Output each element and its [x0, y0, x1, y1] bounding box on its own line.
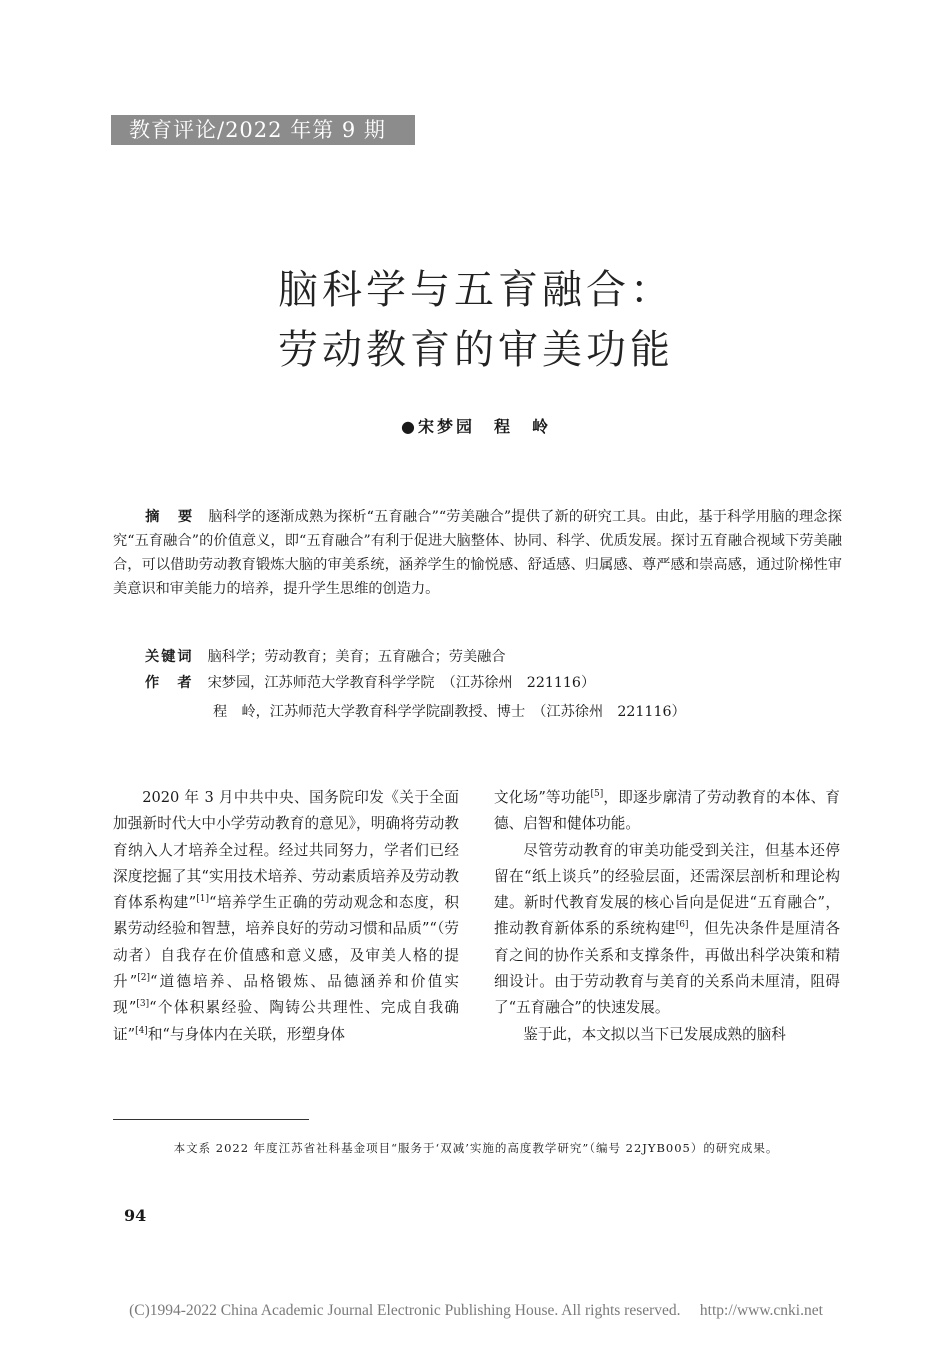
author-info-line2: 程 岭，江苏师范大学教育科学学院副教授、博士 （江苏徐州 221116）: [213, 704, 686, 720]
author-info-text1: 宋梦园，江苏师范大学教育科学学院 （江苏徐州 221116）: [207, 675, 596, 691]
citation-ref: [6]: [675, 920, 689, 931]
body-column-left: [113, 785, 459, 1048]
body-paragraph: 尽管劳动教育的审美功能受到关注，但基本还停留在“纸上谈兵”的经验层面，还需深层剖析和理论构建。新时代教育发展的核心旨向是促进“五育融合”，推动教育新体系的系统构建[6]，但先决条件是厘清各育之间的协作关系和支撑条件，再做出科学决策和精细设计。由于劳动教育与美育的关系尚未厘清，阻碍了“五育融合”的快速发展。: [494, 841, 840, 1017]
body-paragraph: 鉴于此，本文拟以当下已发展成熟的脑科: [523, 1025, 786, 1043]
keywords-text: 脑科学；劳动教育；美育；五育融合；劳美融合: [207, 649, 506, 665]
footnote: 本文系 2022 年度江苏省社科基金项目“服务于‘双减’实施的高度教学研究”（编号 22JYB005）的研究成果。: [173, 1141, 779, 1155]
footnote-divider: [113, 1119, 309, 1120]
citation-ref: [4]: [135, 1025, 148, 1036]
citation-ref: [1]: [196, 894, 209, 905]
abstract-label: 摘 要: [145, 509, 195, 525]
article-title-line2: 劳动教育的审美功能: [278, 327, 674, 373]
body-paragraph: 2020 年 3 月中共中央、国务院印发《关于全面加强新时代大中小学劳动教育的意见》，明确将劳动教育纳入人才培养全过程。经过共同努力，学者们已经深度挖掘了其“实用技术培养、劳动素质培养及劳动教育体系构建”[1]“培养学生正确的劳动观念和态度，积累劳动经验和智慧，培养良好的劳动习惯和品质”“（劳动者）自我存在价值感和意义感，及审美人格的提升”[2]“道德培养、品格锻炼、品德涵养和价值实现”[3]“个体积累经验、陶铸公共理性、完成自我确证”[4]和“与身体内在关联，形塑身体: [113, 789, 459, 1043]
abstract: [113, 505, 842, 601]
keywords-label: 关键词: [145, 649, 194, 665]
body-paragraph: 文化场”等功能[5]，即逐步廓清了劳动教育的本体、育德、启智和健体功能。: [494, 789, 840, 833]
citation-ref: [3]: [136, 999, 150, 1010]
citation-ref: [5]: [590, 789, 604, 799]
body-column-right: [494, 785, 840, 1048]
author-info-label: 作 者: [145, 675, 194, 691]
journal-issue-tag: 教育评论/2022 年第 9 期: [111, 115, 415, 145]
page-number: 94: [124, 1206, 147, 1225]
copyright-notice: (C)1994-2022 China Academic Journal Electronic Publishing House. All rights reserved. http://www.cnki.net: [129, 1302, 823, 1319]
authors-line: ●宋梦园 程 岭: [401, 417, 551, 436]
abstract-text: 脑科学的逐渐成熟为探析“五育融合”“劳美融合”提供了新的研究工具。由此，基于科学用脑的理念探究“五育融合”的价值意义，即“五育融合”有利于促进大脑整体、协同、科学、优质发展。探讨五育融合视域下劳美融合，可以借助劳动教育锻炼大脑的审美系统，涵养学生的愉悦感、舒适感、归属感、尊严感和崇高感，通过阶梯性审美意识和审美能力的培养，提升学生思维的创造力。: [113, 509, 842, 597]
article-title-line1: 脑科学与五育融合：: [278, 267, 674, 313]
author-info-line1: [145, 671, 845, 695]
citation-ref: [2]: [137, 973, 150, 984]
keywords: [145, 645, 845, 669]
